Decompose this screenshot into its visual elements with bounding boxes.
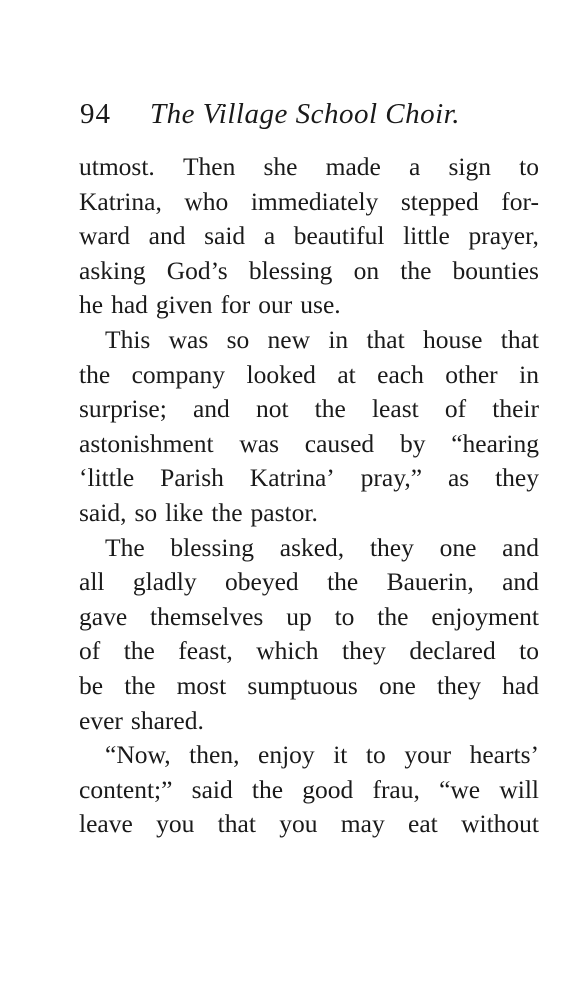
text-word: in <box>328 324 349 354</box>
text-word: that <box>500 324 539 354</box>
text-word: sign <box>448 152 491 181</box>
text-word: they <box>342 636 386 666</box>
text-word: obeyed <box>225 567 299 597</box>
text-word: asked, <box>279 532 345 562</box>
text-word: little <box>403 221 450 251</box>
text-word: God’s <box>166 255 228 285</box>
text-word: our <box>258 290 293 320</box>
text-word: the <box>251 774 284 804</box>
text-line <box>79 288 539 323</box>
text-word: up <box>286 601 312 631</box>
text-line <box>79 461 539 496</box>
text-word: then, <box>189 740 240 770</box>
running-header <box>80 96 540 132</box>
text-word: as <box>447 463 470 493</box>
text-word: looked <box>246 359 316 389</box>
text-word: enjoy <box>258 740 315 770</box>
text-word: at <box>337 359 356 389</box>
text-word: the <box>327 567 359 597</box>
text-word: content;” <box>79 774 173 804</box>
text-word: their <box>492 394 539 424</box>
text-line <box>79 773 539 808</box>
text-word: pray,” <box>360 463 423 493</box>
text-word: sumptuous <box>247 670 358 700</box>
text-word: and <box>192 394 230 424</box>
text-word: “hearing <box>451 428 539 458</box>
text-word: feast, <box>178 636 233 666</box>
text-word: said, <box>79 497 127 527</box>
text-word: surprise; <box>79 394 167 424</box>
text-word: was <box>168 324 209 354</box>
text-word: gave <box>79 601 128 631</box>
text-word: enjoyment <box>431 601 539 631</box>
text-line <box>79 704 539 739</box>
text-word: most <box>176 670 227 700</box>
text-word: so <box>134 497 158 527</box>
text-word: bounties <box>452 255 539 285</box>
text-word: company <box>131 359 226 389</box>
text-word: use. <box>300 290 341 320</box>
text-word: of <box>79 636 101 666</box>
text-word: the <box>377 601 409 631</box>
text-word: house <box>422 324 483 354</box>
text-word: for <box>220 290 251 320</box>
text-word: leave <box>79 809 133 839</box>
text-word: and <box>502 532 539 562</box>
text-word: “we <box>439 774 481 804</box>
text-word: said <box>204 221 246 251</box>
text-word: a <box>409 152 421 181</box>
text-word: asking <box>79 255 146 285</box>
text-word: and <box>148 221 186 251</box>
text-word: This <box>105 324 151 354</box>
text-line <box>79 669 539 704</box>
text-line <box>79 600 539 635</box>
text-word: to <box>519 636 539 666</box>
text-line <box>79 185 539 220</box>
text-word: had <box>111 290 148 320</box>
text-word: they <box>369 532 414 562</box>
text-line <box>79 323 539 358</box>
text-word: ever <box>79 705 123 735</box>
text-word: of <box>444 394 467 424</box>
text-word: other <box>445 359 498 389</box>
text-word: that <box>366 324 405 354</box>
text-word: in <box>519 359 539 389</box>
text-word: themselves <box>150 601 264 631</box>
text-line <box>79 738 539 773</box>
text-word: on <box>353 255 380 285</box>
text-word: who <box>184 186 229 216</box>
text-word: blessing <box>170 532 254 562</box>
text-word: good <box>302 774 354 804</box>
body-text <box>79 150 539 842</box>
text-word: said <box>191 774 233 804</box>
text-word: the <box>211 497 243 527</box>
text-word: the <box>124 670 156 700</box>
text-word: for- <box>501 186 539 216</box>
text-word: pastor. <box>250 497 318 527</box>
text-word: and <box>502 567 539 597</box>
text-word: Then <box>182 152 236 181</box>
text-line <box>79 150 539 185</box>
text-line <box>79 496 539 531</box>
text-word: Bauerin, <box>386 567 474 597</box>
text-word: frau, <box>372 774 420 804</box>
text-word: Parish <box>160 463 224 493</box>
text-word: may <box>340 809 385 839</box>
text-word: the <box>314 394 346 424</box>
text-line <box>79 427 539 462</box>
text-word: new <box>267 324 311 354</box>
text-word: was <box>239 428 280 458</box>
text-line <box>79 531 539 566</box>
text-line <box>79 634 539 669</box>
text-line <box>79 254 539 289</box>
text-word: she <box>263 152 298 181</box>
text-word: prayer, <box>468 221 539 251</box>
text-word: ward <box>79 221 130 251</box>
text-word: they <box>495 463 539 493</box>
text-word: that <box>217 809 256 839</box>
text-word: he <box>79 290 104 320</box>
text-line <box>79 392 539 427</box>
page-number: 94 <box>80 98 111 130</box>
text-word: “Now, <box>105 740 171 770</box>
text-word: the <box>400 255 432 285</box>
text-word: not <box>255 394 289 424</box>
text-word: they <box>437 670 481 700</box>
text-word: to <box>365 740 386 770</box>
text-word: the <box>79 359 111 389</box>
text-word: you <box>279 809 318 839</box>
text-word: utmost. <box>79 152 155 181</box>
text-word: astonishment <box>79 428 214 458</box>
text-word: blessing <box>248 255 333 285</box>
text-word: like <box>165 497 204 527</box>
text-word: it <box>333 740 348 770</box>
text-word: your <box>404 740 452 770</box>
text-word: The <box>105 532 145 562</box>
text-word: given <box>155 290 213 320</box>
text-word: you <box>156 809 195 839</box>
running-title: The Village School Choir. <box>150 98 461 130</box>
text-word: eat <box>408 809 438 839</box>
text-word: so <box>226 324 250 354</box>
text-word: which <box>256 636 319 666</box>
text-word: declared <box>409 636 496 666</box>
text-word: immediately <box>250 186 379 216</box>
text-word: without <box>461 809 539 839</box>
text-word: the <box>123 636 155 666</box>
text-word: ‘little <box>79 463 135 493</box>
text-line <box>79 565 539 600</box>
text-word: had <box>502 670 539 700</box>
text-word: Katrina’ <box>249 463 335 493</box>
text-word: by <box>399 428 426 458</box>
text-word: stepped <box>400 186 479 216</box>
text-word: each <box>377 359 424 389</box>
text-word: to <box>334 601 355 631</box>
text-word: to <box>519 152 539 181</box>
text-word: beautiful <box>293 221 385 251</box>
text-word: gladly <box>132 567 197 597</box>
text-word: one <box>379 670 416 700</box>
text-word: made <box>325 152 381 181</box>
text-word: shared. <box>130 705 204 735</box>
text-word: be <box>79 670 104 700</box>
text-word: least <box>371 394 419 424</box>
text-word: hearts’ <box>469 740 539 770</box>
text-word: will <box>499 774 539 804</box>
text-word: caused <box>304 428 375 458</box>
text-word: all <box>79 567 105 597</box>
text-word: one <box>439 532 477 562</box>
text-word: a <box>263 221 276 251</box>
text-word: Katrina, <box>79 186 162 216</box>
text-line <box>79 358 539 393</box>
text-line <box>79 219 539 254</box>
text-line <box>79 807 539 842</box>
